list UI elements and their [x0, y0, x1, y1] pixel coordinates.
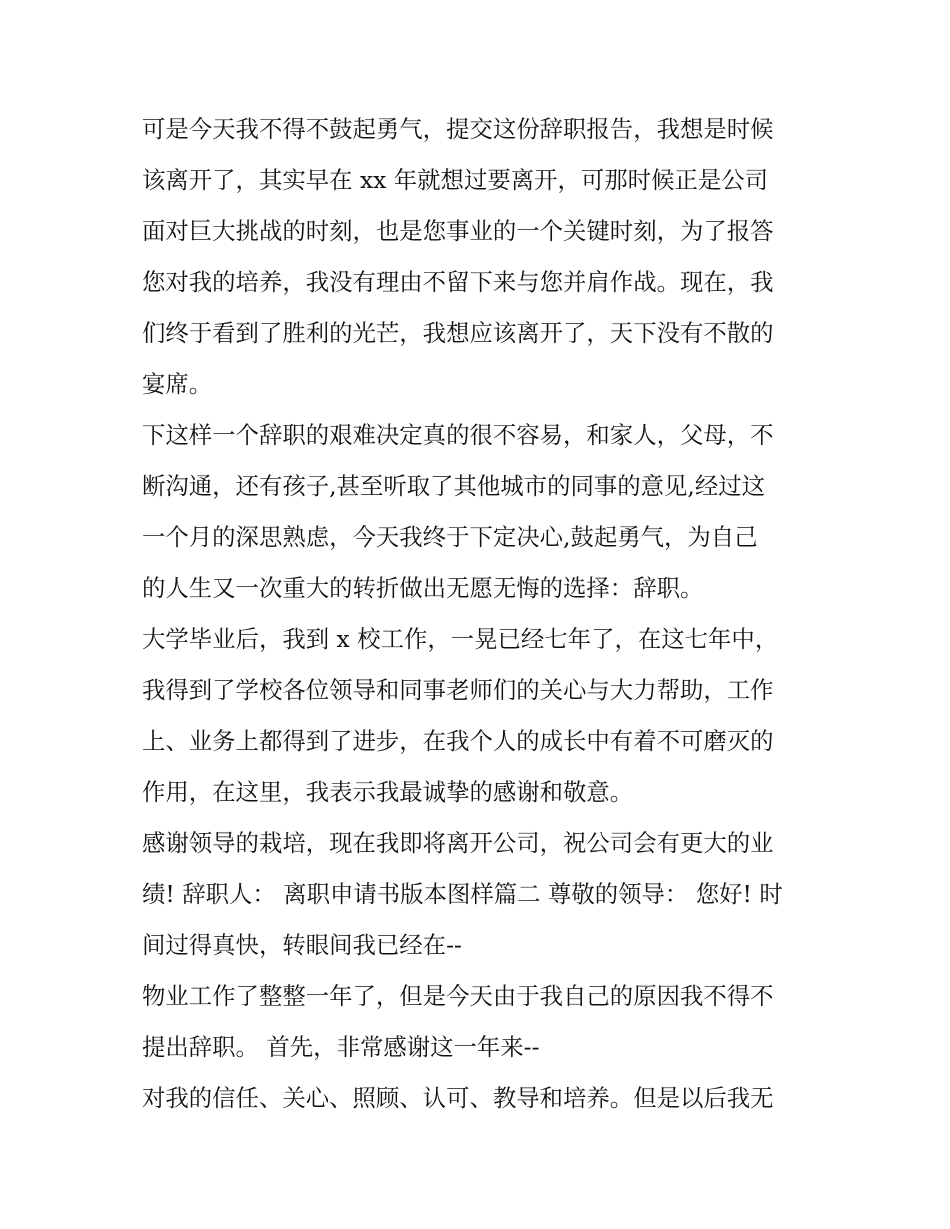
text-line: 您对我的培养，我没有理由不留下来与您并肩作战。现在，我: [142, 268, 774, 296]
text-line: 断沟通，还有孩子,甚至听取了其他城市的同事的意见,经过这: [142, 472, 766, 500]
text-line: 大学毕业后，我到 x 校工作，一晃已经七年了，在这七年中，: [142, 625, 779, 653]
text-line: 宴席。: [142, 370, 213, 398]
text-line: 的人生又一次重大的转折做出无愿无悔的选择：辞职。: [142, 574, 704, 602]
text-line: 我得到了学校各位领导和同事老师们的关心与大力帮助，工作: [142, 676, 774, 704]
text-line: 提出辞职。 首先，非常感谢这一年来--: [142, 1033, 540, 1061]
text-line: 面对巨大挑战的时刻，也是您事业的一个关键时刻，为了报答: [142, 217, 774, 245]
text-line: 下这样一个辞职的艰难决定真的很不容易，和家人，父母，不: [142, 421, 774, 449]
text-line: 感谢领导的栽培，现在我即将离开公司，祝公司会有更大的业: [142, 829, 774, 857]
text-line: 物业工作了整整一年了，但是今天由于我自己的原因我不得不: [142, 982, 774, 1010]
text-line: 对我的信任、关心、照顾、认可、教导和培养。但是以后我无: [142, 1084, 774, 1112]
text-line: 绩! 辞职人： 离职申请书版本图样篇二 尊敬的领导： 您好! 时: [142, 880, 783, 908]
text-line: 间过得真快，转眼间我已经在--: [142, 931, 462, 959]
text-line: 上、业务上都得到了进步，在我个人的成长中有着不可磨灭的: [142, 727, 774, 755]
text-line: 们终于看到了胜利的光芒，我想应该离开了，天下没有不散的: [142, 319, 774, 347]
text-line: 作用，在这里，我表示我最诚挚的感谢和敬意。: [142, 778, 634, 806]
document-body: [142, 104, 822, 1124]
text-line: 该离开了，其实早在 xx 年就想过要离开，可那时候正是公司: [142, 166, 769, 194]
text-line: 一个月的深思熟虑，今天我终于下定决心,鼓起勇气，为自己: [142, 523, 758, 551]
text-line: 可是今天我不得不鼓起勇气，提交这份辞职报告，我想是时候: [142, 115, 774, 143]
